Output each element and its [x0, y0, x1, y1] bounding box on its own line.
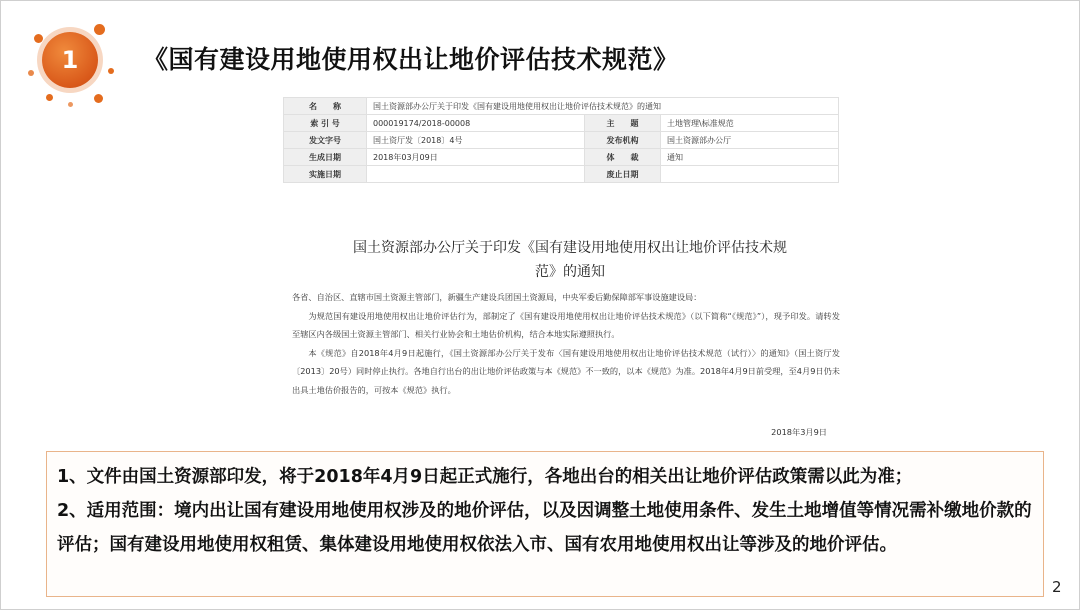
info-label: 废止日期: [585, 166, 661, 183]
info-value: [367, 166, 585, 183]
info-value: 土地管理\标准规范: [661, 115, 839, 132]
section-badge: [28, 22, 118, 108]
info-label: 生成日期: [284, 149, 367, 166]
table-row: [284, 132, 839, 149]
decor-dot: [68, 102, 73, 107]
info-label: 名 称: [284, 98, 367, 115]
info-value: 国土资源部办公厅关于印发《国有建设用地使用权出让地价评估技术规范》的通知: [367, 98, 839, 115]
info-label: 索 引 号: [284, 115, 367, 132]
notice-date: 2018年3月9日: [771, 427, 827, 437]
info-value: [661, 166, 839, 183]
decor-dot: [94, 94, 103, 103]
summary-point: 1、文件由国土资源部印发，将于2018年4月9日起正式施行，各地出台的相关出让地价评估政策需以此为准；: [57, 467, 913, 487]
notice-addressee: 各省、自治区、直辖市国土资源主管部门，新疆生产建设兵团国土资源局，中央军委后勤保障部军事设施建设局：: [292, 292, 702, 302]
info-label: 发文字号: [284, 132, 367, 149]
page-number: 2: [1052, 578, 1062, 596]
info-label: 实施日期: [284, 166, 367, 183]
info-label: 体 裁: [585, 149, 661, 166]
notice-title-line: 国土资源部办公厅关于印发《国有建设用地使用权出让地价评估技术规: [353, 240, 787, 256]
notice-title-line: 范》的通知: [535, 264, 605, 280]
slide-title: 《国有建设用地使用权出让地价评估技术规范》: [143, 45, 679, 74]
decor-dot: [46, 94, 53, 101]
notice-paragraph: 为规范国有建设用地使用权出让地价评估行为，部制定了《国有建设用地使用权出让地价评估技术规范》（以下简称“《规范》”），现予印发。请转发至辖区内各级国土资源主管部门、相关行业协会和土地估价机构，结合本地实际遵照执行。: [292, 310, 840, 339]
notice-body: [292, 288, 840, 399]
decor-dot: [28, 70, 34, 76]
info-value: 000019174/2018-00008: [367, 115, 585, 132]
notice-title: [300, 236, 840, 284]
info-label: 发布机构: [585, 132, 661, 149]
decor-dot: [108, 68, 114, 74]
document-info-table: [283, 97, 839, 183]
table-row: [284, 166, 839, 183]
section-number: 1: [42, 32, 98, 88]
table-row: [284, 98, 839, 115]
decor-dot: [94, 24, 105, 35]
info-label: 主 题: [585, 115, 661, 132]
table-row: [284, 115, 839, 132]
table-row: [284, 149, 839, 166]
info-value: 通知: [661, 149, 839, 166]
decor-dot: [34, 34, 43, 43]
info-value: 国土资厅发〔2018〕4号: [367, 132, 585, 149]
notice-paragraph: 本《规范》自2018年4月9日起施行，《国土资源部办公厅关于发布〈国有建设用地使用权出让地价评估技术规范（试行）〉的通知》（国土资厅发〔2013〕20号）同时停止执行。各地自行出台的出让地价评估政策与本《规范》不一致的，以本《规范》为准。2018年4月9日前受理，至4月9日仍未出具土地估价报告的，可按本《规范》执行。: [292, 347, 840, 395]
info-value: 2018年03月09日: [367, 149, 585, 166]
summary-point: 2、适用范围：境内出让国有建设用地使用权涉及的地价评估，以及因调整土地使用条件、发生土地增值等情况需补缴地价款的评估；国有建设用地使用权租赁、集体建设用地使用权依法入市、国有农用地使用权出让等涉及的地价评估。: [57, 501, 1032, 555]
info-value: 国土资源部办公厅: [661, 132, 839, 149]
summary-box: [46, 451, 1044, 597]
